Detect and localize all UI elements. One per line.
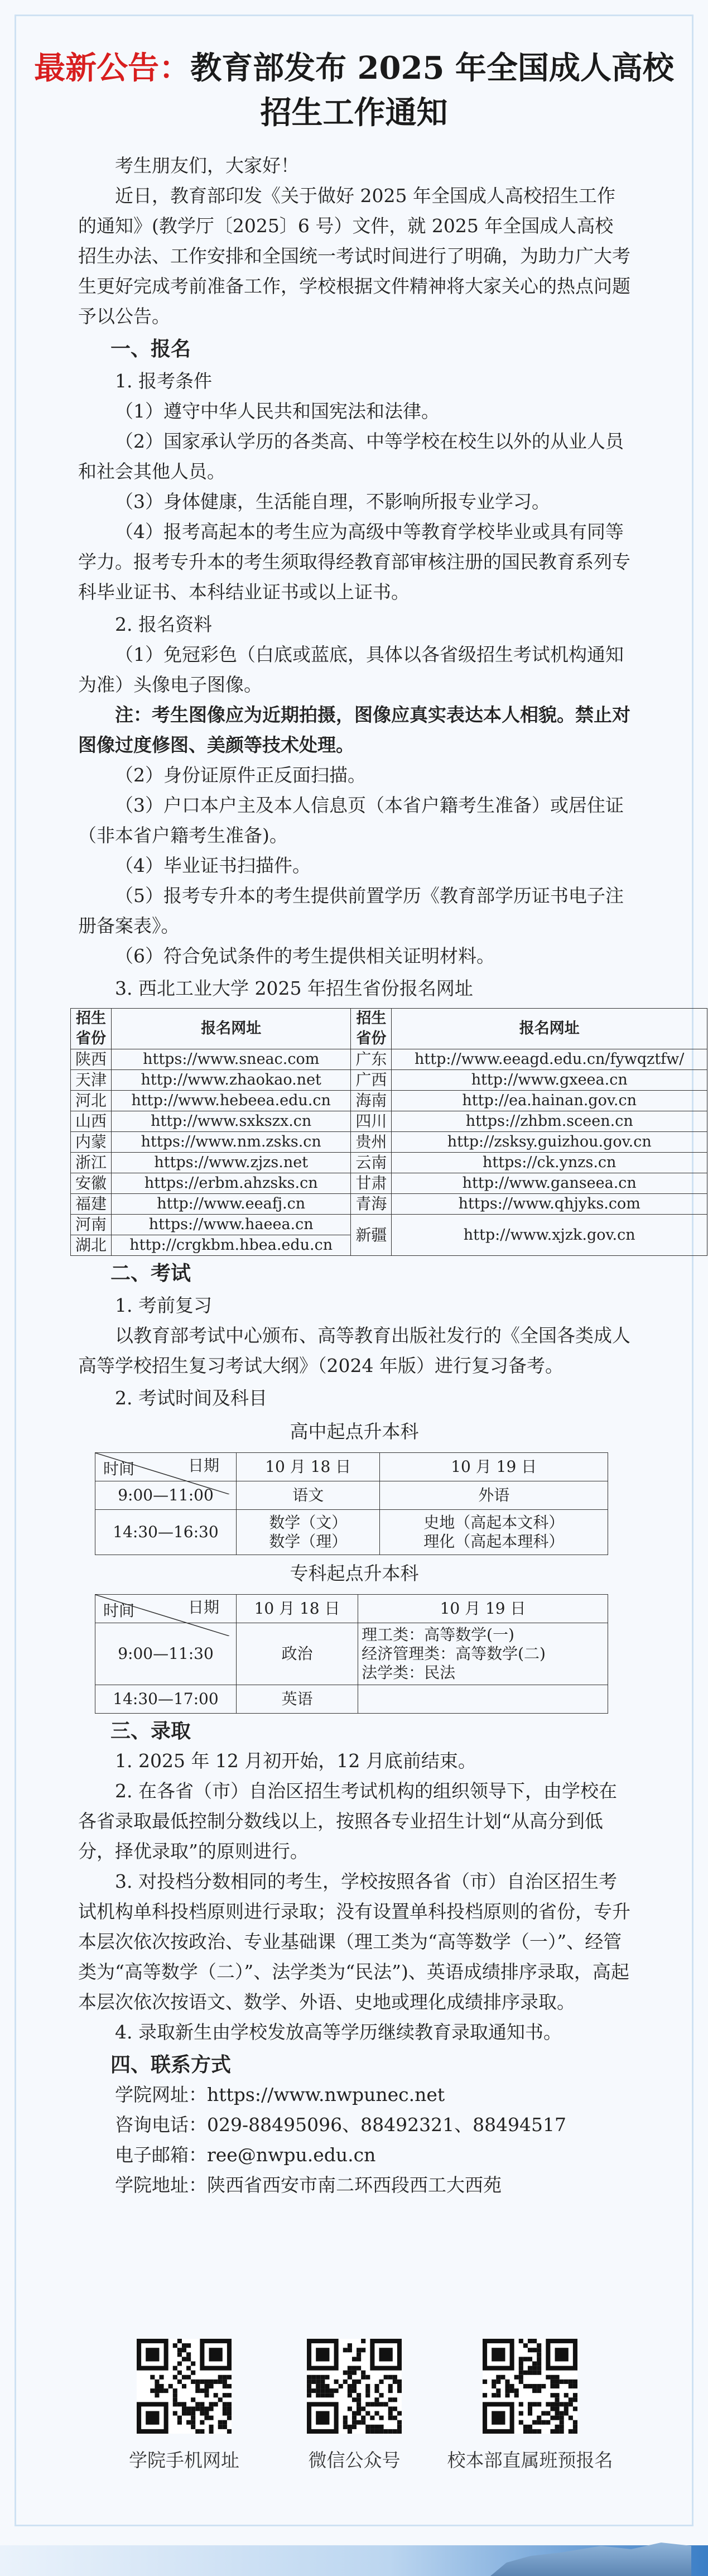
- exam1-slot2-time: 14:30—16:30: [95, 1510, 237, 1555]
- url-cell[interactable]: http://crgkbm.hbea.edu.cn: [112, 1235, 351, 1256]
- url-cell[interactable]: http://www.zhaokao.net: [112, 1070, 351, 1091]
- url-cell[interactable]: https://www.zjzs.net: [112, 1153, 351, 1173]
- urls-heading: 3. 西北工业大学 2025 年招生省份报名网址: [115, 977, 473, 999]
- date-label: 日期: [187, 1598, 219, 1616]
- table-row: [71, 1153, 707, 1173]
- exam2-slot2-day1: 英语: [237, 1685, 358, 1714]
- section-admission-heading: 三、录取: [110, 1719, 191, 1743]
- title-label: 最新公告：: [34, 50, 191, 87]
- province-cell: 湖北: [71, 1235, 112, 1256]
- url-cell[interactable]: http://www.gxeea.cn: [392, 1070, 707, 1091]
- exam2-slot2-time: 14:30—17:00: [95, 1685, 237, 1714]
- exam1-table: [95, 1452, 608, 1555]
- table-row: [71, 1132, 707, 1153]
- time-label: 时间: [103, 1460, 135, 1478]
- province-cell: 贵州: [351, 1132, 392, 1153]
- province-cell: 山西: [71, 1111, 112, 1132]
- exam1-phys-chem: 理化（高起本理科）: [423, 1532, 565, 1551]
- registration-url-table: [70, 1008, 707, 1256]
- review-heading: 1. 考前复习: [115, 1294, 212, 1316]
- qr-preregister[interactable]: [441, 2339, 619, 2472]
- province-cell: 青海: [351, 1194, 392, 1215]
- qr-code-icon: [137, 2339, 232, 2434]
- province-cell: 广西: [351, 1070, 392, 1091]
- exam1-math-arts: 数学（文）: [269, 1513, 348, 1532]
- exam1-slot1-day1: 语文: [237, 1481, 380, 1510]
- url-cell[interactable]: http://www.eeafj.cn: [112, 1194, 351, 1215]
- table-row: [71, 1215, 707, 1235]
- admission-1: 1. 2025 年 12 月初开始，12 月底前结束。: [115, 1750, 476, 1772]
- date-label: 日期: [187, 1456, 219, 1475]
- conditions-heading: 1. 报考条件: [115, 370, 212, 392]
- url-cell[interactable]: http://www.sxkszx.cn: [112, 1111, 351, 1132]
- qr-caption: 校本部直属班预报名: [447, 2449, 613, 2471]
- province-cell: 河北: [71, 1091, 112, 1111]
- url-cell[interactable]: http://www.eeagd.edu.cn/fywqztfw/: [392, 1049, 707, 1070]
- greeting: 考生朋友们，大家好！: [115, 155, 299, 176]
- admission-3: 3. 对投档分数相同的考生，学校按照各省（市）自治区招生考试机构单科投档原则进行录取；没有设置单科投档原则的省份，专升本层次依次按政治、专业基础课（理工类为“高等数学（一）”、经管类为“高等数学（二）”、法学类为“民法”)、英语成绩排序录取，高起本层次依次按语文、数学、外语、史地或理化成绩排序录取。: [78, 1870, 630, 2013]
- material-2: （2）身份证原件正反面扫描。: [115, 764, 366, 786]
- url-cell[interactable]: https://www.sneac.com: [112, 1049, 351, 1070]
- contact-email: [78, 2140, 630, 2170]
- address-label: 学院地址：: [115, 2174, 207, 2196]
- qr-mobile-site[interactable]: [95, 2339, 273, 2472]
- exam1-corner: [95, 1453, 237, 1481]
- exam2-law: 法学类：民法: [362, 1663, 456, 1682]
- notice-body: [75, 151, 685, 2200]
- province-cell: 安徽: [71, 1173, 112, 1194]
- exam1-math-science: 数学（理）: [269, 1532, 348, 1551]
- building-illustration: [490, 2543, 691, 2576]
- exam1-slot2-day2: [380, 1510, 608, 1555]
- exam2-title: 专科起点升本科: [290, 1562, 419, 1584]
- footer-banner: [0, 2545, 708, 2576]
- province-cell: 福建: [71, 1194, 112, 1215]
- exam1-title: 高中起点升本科: [290, 1421, 419, 1442]
- header-province: 招生省份: [351, 1009, 392, 1049]
- province-cell: 云南: [351, 1153, 392, 1173]
- material-5: （5）报考专升本的考生提供前置学历《教育部学历证书电子注册备案表》。: [78, 885, 624, 937]
- exam2-engineering: 理工类：高等数学(一): [362, 1625, 514, 1644]
- url-cell[interactable]: https://erbm.ahzsks.cn: [112, 1173, 351, 1194]
- province-cell: 陕西: [71, 1049, 112, 1070]
- header-site: 报名网址: [112, 1009, 351, 1049]
- table-row: [71, 1194, 707, 1215]
- material-3: （3）户口本户主及本人信息页（本省户籍考生准备）或居住证（非本省户籍考生准备)。: [78, 794, 624, 846]
- exam2-table: [95, 1594, 608, 1714]
- exam1-slot1-time: 9:00—11:00: [95, 1481, 237, 1510]
- exam2-slot2-day2: [358, 1685, 608, 1714]
- url-cell[interactable]: http://www.hebeea.edu.cn: [112, 1091, 351, 1111]
- contact-website: [78, 2080, 630, 2110]
- qr-code-icon: [307, 2339, 402, 2434]
- header-site: 报名网址: [392, 1009, 707, 1049]
- exam2-economics: 经济管理类：高等数学(二): [362, 1644, 546, 1663]
- email-address[interactable]: ree@nwpu.edu.cn: [207, 2144, 376, 2166]
- material-6: （6）符合免试条件的考生提供相关证明材料。: [115, 945, 495, 967]
- url-cell[interactable]: https://www.qhjyks.com: [392, 1194, 707, 1215]
- condition-1: （1）遵守中华人民共和国宪法和法律。: [115, 400, 440, 422]
- contact-address: [78, 2170, 630, 2200]
- province-cell: 河南: [71, 1215, 112, 1235]
- exam2-slot1-day1: 政治: [237, 1623, 358, 1685]
- province-cell: 甘肃: [351, 1173, 392, 1194]
- province-cell: 海南: [351, 1091, 392, 1111]
- table-row: [71, 1070, 707, 1091]
- notice-page: [0, 0, 708, 135]
- province-cell: 新疆: [351, 1215, 392, 1256]
- time-label: 时间: [103, 1601, 135, 1620]
- review-paragraph: 以教育部考试中心颁布、高等教育出版社发行的《全国各类成人高等学校招生复习考试大纲》（2024 年版）进行复习备考。: [78, 1325, 630, 1376]
- exam2-slot1-time: 9:00—11:30: [95, 1623, 237, 1685]
- url-cell[interactable]: https://www.nm.zsks.cn: [112, 1132, 351, 1153]
- section-registration-heading: 一、报名: [110, 337, 191, 361]
- page-title: [0, 46, 708, 135]
- province-cell: 广东: [351, 1049, 392, 1070]
- website-label: 学院网址：: [115, 2084, 207, 2105]
- qr-code-row: [0, 2339, 708, 2473]
- condition-2: （2）国家承认学历的各类高、中等学校在校生以外的从业人员和社会其他人员。: [78, 430, 624, 482]
- province-cell: 浙江: [71, 1153, 112, 1173]
- exam2-corner: [95, 1595, 237, 1623]
- qr-code-icon: [483, 2339, 577, 2434]
- material-1: （1）免冠彩色（白底或蓝底，具体以各省级招生考试机构通知为准）头像电子图像。: [78, 644, 624, 695]
- url-cell[interactable]: https://zhbm.sceen.cn: [392, 1111, 707, 1132]
- phone-numbers: 029-88495096、88492321、88494517: [207, 2114, 567, 2136]
- exam2-day1: 10 月 18 日: [237, 1595, 358, 1623]
- exam1-slot1-day2: 外语: [380, 1481, 608, 1510]
- province-cell: 内蒙: [71, 1132, 112, 1153]
- province-cell: 天津: [71, 1070, 112, 1091]
- table-row: [71, 1111, 707, 1132]
- url-cell[interactable]: http://www.ganseea.cn: [392, 1173, 707, 1194]
- materials-heading: 2. 报名资料: [115, 613, 212, 635]
- exam2-slot1-day2: [358, 1623, 608, 1685]
- exam2-day2: 10 月 19 日: [358, 1595, 608, 1623]
- url-cell[interactable]: https://ck.ynzs.cn: [392, 1153, 707, 1173]
- table-row: [71, 1049, 707, 1070]
- table-row: [71, 1173, 707, 1194]
- title-line2: 招生工作通知: [260, 94, 448, 131]
- admission-2: 2. 在各省（市）自治区招生考试机构的组织领导下，由学校在各省录取最低控制分数线以上，按照各专业招生计划“从高分到低分，择优录取”的原则进行。: [78, 1780, 617, 1862]
- admission-4: 4. 录取新生由学校发放高等学历继续教育录取通知书。: [115, 2021, 562, 2043]
- url-cell[interactable]: https://www.haeea.cn: [112, 1215, 351, 1235]
- url-cell[interactable]: http://www.xjzk.gov.cn: [392, 1215, 707, 1256]
- email-label: 电子邮箱：: [115, 2144, 207, 2166]
- phone-label: 咨询电话：: [115, 2114, 207, 2136]
- header-province: 招生省份: [71, 1009, 112, 1049]
- exam1-day2: 10 月 19 日: [380, 1453, 608, 1481]
- exam1-day1: 10 月 18 日: [237, 1453, 380, 1481]
- material-4: （4）毕业证书扫描件。: [115, 855, 311, 876]
- table-row: [71, 1091, 707, 1111]
- contact-phone: [78, 2110, 630, 2140]
- qr-caption: 学院手机网址: [129, 2449, 239, 2471]
- condition-3: （3）身体健康，生活能自理，不影响所报专业学习。: [115, 491, 550, 512]
- intro-paragraph: 近日，教育部印发《关于做好 2025 年全国成人高校招生工作的通知》(教学厅〔2025〕6 号）文件，就 2025 年全国成人高校招生办法、工作安排和全国统一考试时间进行了明确，为助力广大考生更好完成考前准备工作，学校根据文件精神将大家关心的热点问题予以公告。: [78, 185, 630, 327]
- exam1-history-geo: 史地（高起本文科）: [423, 1513, 565, 1532]
- photo-note: 注：考生图像应为近期拍摄，图像应真实表达本人相貌。禁止对图像过度修图、美颜等技术处理。: [78, 704, 630, 756]
- section-contact-heading: 四、联系方式: [110, 2053, 232, 2076]
- url-cell[interactable]: http://ea.hainan.gov.cn: [392, 1091, 707, 1111]
- website-link[interactable]: https://www.nwpunec.net: [207, 2084, 445, 2105]
- address-text: 陕西省西安市南二环西段西工大西苑: [207, 2174, 502, 2196]
- exam1-slot2-day1: [237, 1510, 380, 1555]
- condition-4: （4）报考高起本的考生应为高级中等教育学校毕业或具有同等学力。报考专升本的考生须取得经教育部审核注册的国民教育系列专科毕业证书、本科结业证书或以上证书。: [78, 521, 630, 603]
- url-cell[interactable]: http://zsksy.guizhou.gov.cn: [392, 1132, 707, 1153]
- province-cell: 四川: [351, 1111, 392, 1132]
- qr-caption: 微信公众号: [308, 2449, 401, 2471]
- title-line1: 教育部发布 2025 年全国成人高校: [190, 50, 674, 87]
- section-exam-heading: 二、考试: [110, 1261, 191, 1285]
- schedule-heading: 2. 考试时间及科目: [115, 1387, 267, 1409]
- qr-wechat[interactable]: [265, 2339, 444, 2472]
